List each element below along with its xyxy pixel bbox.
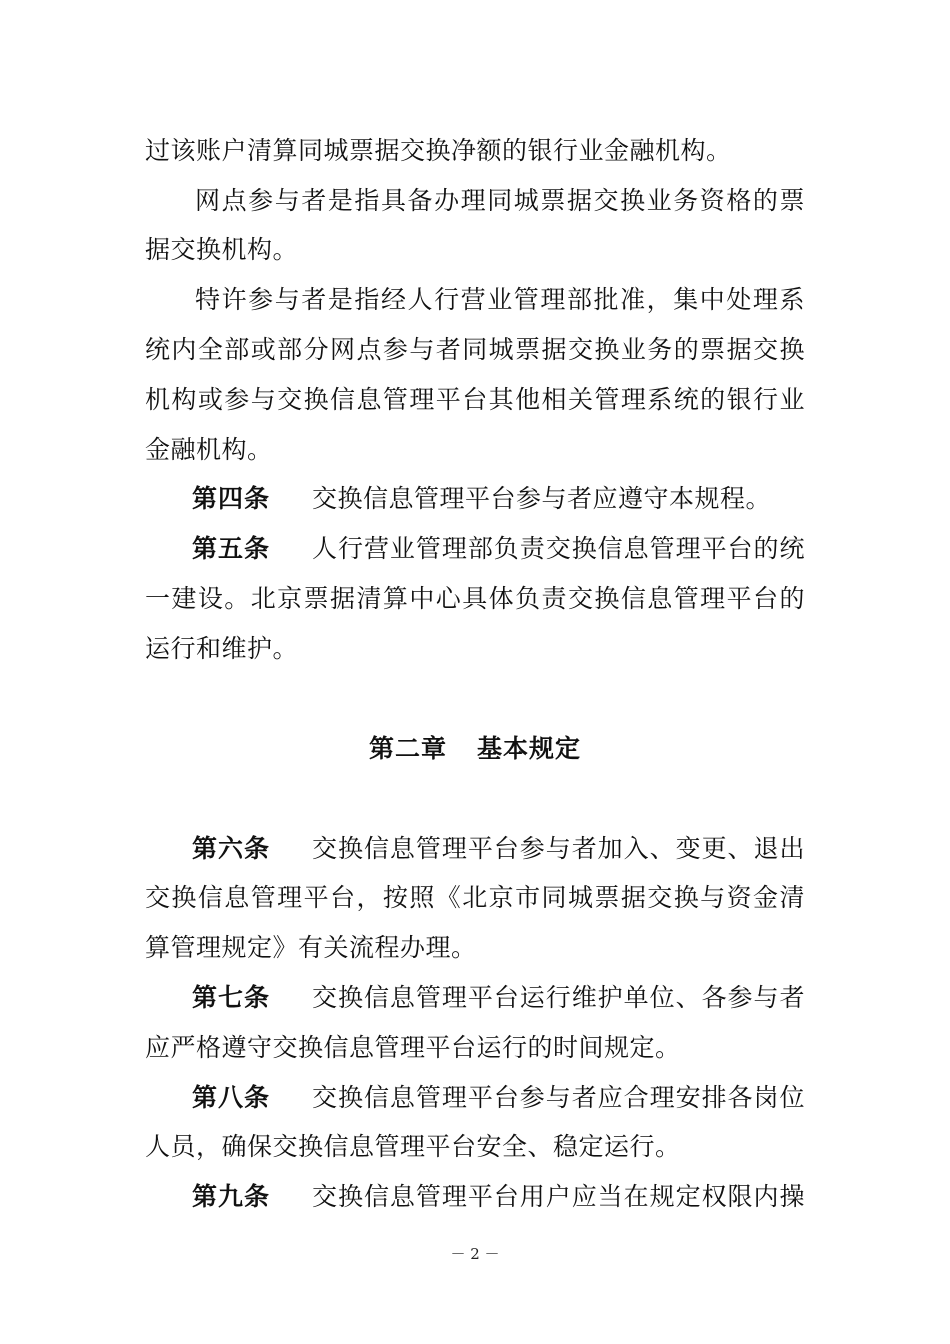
article-7 — [192, 980, 805, 1016]
article-4 — [192, 481, 805, 517]
article-8 — [192, 1080, 805, 1116]
paragraph-line: 特许参与者是指经人行营业管理部批准，集中处理系 — [195, 285, 805, 314]
chapter-title: 基本规定 — [477, 734, 582, 763]
paragraph-line: 机构或参与交换信息管理平台其他相关管理系统的银行业 — [145, 385, 805, 414]
article-5 — [192, 531, 805, 567]
article-label: 第九条 — [192, 1182, 271, 1211]
paragraph-line: 金融机构。 — [145, 435, 273, 464]
article-label: 第六条 — [192, 834, 271, 863]
chapter-number: 第二章 — [368, 734, 447, 763]
article-label: 第八条 — [192, 1083, 271, 1112]
article-text: 交换信息管理平台用户应当在规定权限内操 — [312, 1182, 805, 1211]
article-text: 交换信息管理平台参与者应合理安排各岗位 — [312, 1083, 805, 1112]
article-text: 交换信息管理平台运行维护单位、各参与者 — [312, 983, 805, 1012]
article-text: 人行营业管理部负责交换信息管理平台的统 — [312, 534, 805, 563]
article-label: 第五条 — [192, 534, 271, 563]
paragraph-line: 人员，确保交换信息管理平台安全、稳定运行。 — [145, 1132, 681, 1161]
article-label: 第四条 — [192, 484, 271, 513]
article-text: 交换信息管理平台参与者加入、变更、退出 — [312, 834, 805, 863]
article-9 — [192, 1179, 805, 1215]
paragraph-line: 算管理规定》有关流程办理。 — [145, 933, 477, 962]
paragraph-line: 运行和维护。 — [145, 634, 299, 663]
page-number: － 2 － — [450, 1245, 500, 1263]
chapter-heading — [0, 731, 950, 767]
paragraph-line: 交换信息管理平台，按照《北京市同城票据交换与资金清 — [145, 883, 805, 912]
article-text: 交换信息管理平台参与者应遵守本规程。 — [312, 484, 772, 513]
paragraph-line: 据交换机构。 — [145, 235, 299, 264]
article-label: 第七条 — [192, 983, 271, 1012]
article-6 — [192, 831, 805, 867]
paragraph-line: 网点参与者是指具备办理同城票据交换业务资格的票 — [195, 186, 805, 215]
paragraph-line: 应严格遵守交换信息管理平台运行的时间规定。 — [145, 1033, 681, 1062]
paragraph-line: 统内全部或部分网点参与者同城票据交换业务的票据交换 — [145, 335, 805, 364]
paragraph-line: 一建设。北京票据清算中心具体负责交换信息管理平台的 — [145, 584, 805, 613]
paragraph-line: 过该账户清算同城票据交换净额的银行业金融机构。 — [145, 136, 732, 165]
